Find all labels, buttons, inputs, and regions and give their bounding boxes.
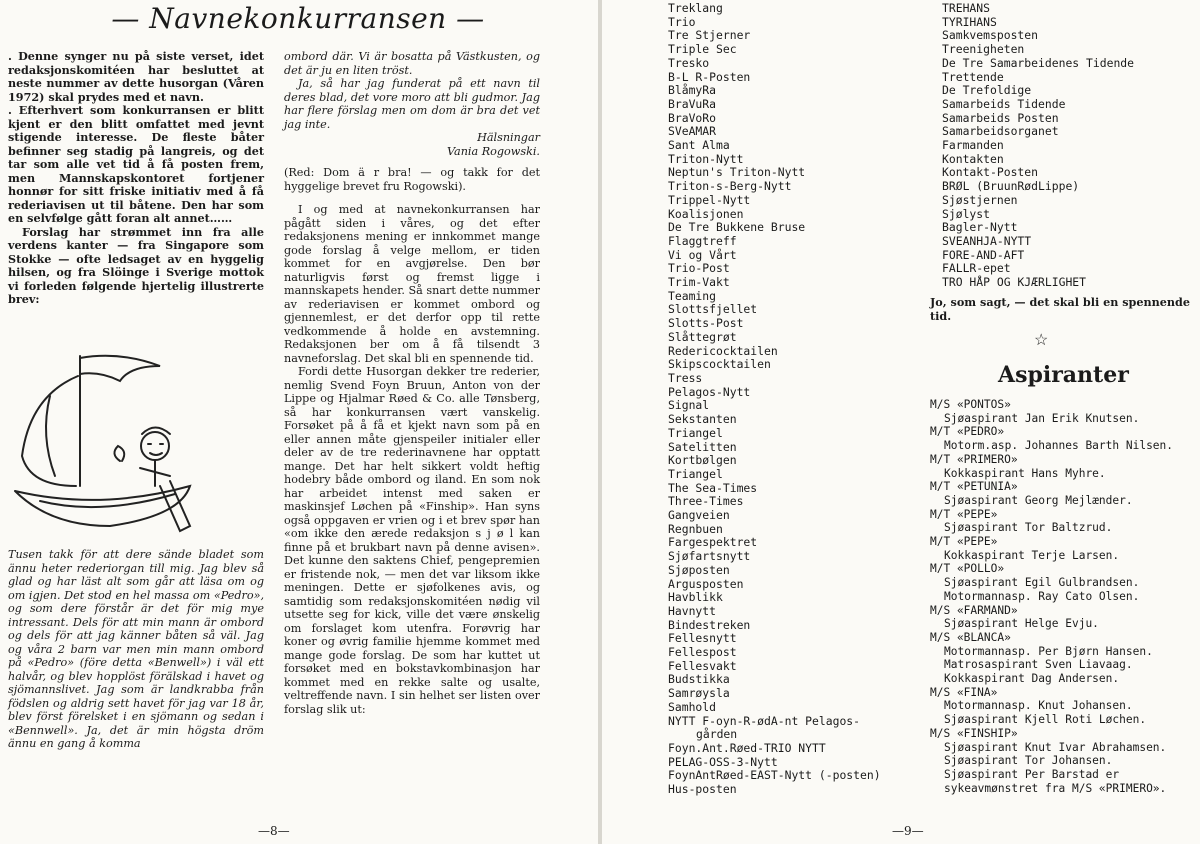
list-item: Kontakten [942,151,1004,166]
list-item: Triton-Nytt [668,151,744,166]
list-item: De Trefoldige [942,83,1032,98]
aspirant-entry: Sjøaspirant Tor Baltzrud. [944,521,1113,535]
list-item: Sant Alma [668,138,730,153]
aspirant-entry: Sjøaspirant Helge Evju. [944,617,1099,631]
list-item: Trettende [942,69,1004,84]
name-suggestions-list-2 [942,2,1192,290]
list-item: PELAG-OSS-3-Nytt [668,754,778,769]
ship-name: M/T «PEPE» [930,507,998,521]
ship-name: M/T «PETUNIA» [930,480,1018,494]
list-item: Fellesnytt [668,631,737,646]
intro-paragraph-3: Forslag har strømmet inn fra alle verdens kanter — fra Singapore som Stokke — ofte ledsaget av en hyggelig hilsen, og fra Slöinge i Sverige mottok vi forleden følgende hjertelig illustrerte brev: [8,224,264,306]
list-item: Samhold [668,699,717,714]
list-item: Trippel-Nytt [668,192,751,207]
closing-statement: Jo, som sagt, — det skal bli en spennende tid. [930,295,1190,323]
list-item: Regnbuen [668,521,723,536]
aspirants-list [930,398,1192,795]
list-item: Vi og Vårt [668,247,737,262]
list-item: Samarbeids Tidende [942,96,1066,111]
list-item: Sjøstjernen [942,192,1018,207]
list-item: Koalisjonen [668,206,744,221]
letter-greeting: Hälsningar [477,131,540,144]
list-item: Samkvemsposten [942,28,1039,43]
ship-name: M/T «PRIMERO» [930,452,1018,466]
list-item: Tresko [668,55,710,70]
list-item: Bagler-Nytt [942,220,1018,235]
left-column-intro [8,50,264,307]
aspirant-entry: Sjøaspirant Per Barstad er sykeavmønstret fra M/S «PRIMERO». [944,767,1167,795]
aspirant-entry: Sjøaspirant Kjell Roti Løchen. [944,713,1147,727]
aspirant-entry: Sjøaspirant Jan Erik Knutsen. [944,411,1140,425]
aspirants-heading: Aspiranter [998,362,1129,388]
list-item: Slotts-Post [668,316,744,331]
aspirant-entry: Sjøaspirant Tor Johansen. [944,754,1113,768]
left-column-two [284,50,540,716]
list-item: B-L R-Posten [668,69,751,84]
list-item: Trio [668,14,696,29]
list-item: Triton-s-Berg-Nytt [668,179,792,194]
list-item: Skipscocktailen [668,357,771,372]
list-item: Bindestreken [668,617,751,632]
right-page [602,0,1200,844]
page-number-left: —8— [258,824,290,838]
list-item: Fellesvakt [668,658,737,673]
list-item: Treklang [668,1,723,15]
swedish-letter-paragraph-2: Ja, så har jag funderat på ett navn til deres blad, det vore moro att bli gudmor. Jag har flere förslag men om dom är bra det vet jag inte. [284,77,540,131]
aspirant-entry: Motormannasp. Knut Johansen. [944,699,1133,713]
aspirant-entry: Motormannasp. Per Bjørn Hansen. [944,644,1153,658]
list-item: Trim-Vakt [668,275,730,290]
editor-note: (Red: Dom ä r bra! — og takk for det hyggelige brevet fru Rogowski). [284,166,540,193]
list-item: FoynAntRøed-EAST-Nytt (-posten) [668,768,881,783]
list-item: SVEANHJA-NYTT [942,233,1032,248]
list-item: Satelitten [668,439,737,454]
list-item: Triple Sec [668,42,737,57]
list-item: Three-Times [668,494,744,509]
list-item: Farmanden [942,138,1004,153]
list-item: Samrøysla [668,686,730,701]
list-item: Samarbeids Posten [942,110,1059,125]
list-item: BraVoRo [668,110,717,125]
aspirant-entry: Kokkaspirant Terje Larsen. [944,548,1120,562]
ship-name: M/S «FARMAND» [930,603,1018,617]
list-item: TREHANS [942,1,991,15]
ship-name: M/T «PEPE» [930,535,998,549]
list-item: SVeAMAR [668,124,717,139]
list-item: BraVuRa [668,96,717,111]
list-item: Signal [668,398,710,413]
ship-name: M/S «FINA» [930,685,998,699]
page-number-right: —9— [892,824,924,838]
aspirant-entry: Kokkaspirant Dag Andersen. [944,672,1120,686]
list-item: Fargespektret [668,535,758,550]
list-item: Sekstanten [668,412,737,427]
aspirant-entry: Matrosaspirant Sven Liavaag. [944,658,1133,672]
list-item: Tress [668,370,703,385]
aspirant-entry: Motormannasp. Ray Cato Olsen. [944,589,1140,603]
list-item: The Sea-Times [668,480,758,495]
sailboat-sketch-illustration [10,336,240,536]
list-item: FORE-AND-AFT [942,247,1025,262]
list-item: BRØL (BruunRødLippe) [942,179,1080,194]
body-paragraph-1: I og med at navnekonkurransen har pågått siden i våres, og det efter redaksjonens mening er innkommet mange gode forslag å velge mellom, er tiden kommet for en avgjørelse. Den bør naturligvis først og fremst ligge i mannskapets hender. Så snart dette nummer av rederiavisen er kommet ombord og gjennemlest, er det derfor opp til rette vedkommende å holde en avstemning. Redaksjonen ber om å få tilsendt 3 navneforslag. Det skal bli en spennende tid. [284,203,540,365]
body-paragraph-2: Fordi dette Husorgan dekker tre rederier, nemlig Svend Foyn Bruun, Anton von der Lippe og Hjalmar Røed & Co. alle Tønsberg, så har konkurransen vært vanskelig. Forsøket på å få et kjekt navn som på en eller annen måte gjenspeiler initialer eller deler av de tre rederinavnene har opptatt mange. Det har helt sikkert voldt heftig hodebry både ombord og iland. En som nok har arbeidet intenst med saken er maskinsjef Løchen på «Finship». Han syns også oppgaven er vrien og i et brev spør han «om ikke den ærede redaksjon s j ø l kan finne på et brukbart navn på denne avisen». Det kunne den saktens Chief, pengepremien er fristende nok, — men det var liksom ikke meningen. Dette er sjøfolkenes avis, og samtidig som redaksjonskomitéen nødig vil utsette seg for kick, ville det være ønskelig om forslaget kom utenfra. Forøvrig har koner og øvrig familie hjemme kommet med mange gode forslag. De som har kuttet ut forsøket med en bokstavkombinasjon har kommet med en rekke salte og usalte, veltreffende navn. I sin helhet ser listen over forslag slik ut: [284,365,540,716]
list-item: gården [696,727,738,742]
ship-name: M/T «PEDRO» [930,425,1005,439]
list-item: Triangel [668,466,723,481]
list-item: De Tre Samarbeidenes Tidende [942,55,1135,70]
swedish-letter-continued: ombord där. Vi är bosatta på Västkusten, og det är ju en liten tröst. [284,50,540,77]
list-item: Neptun's Triton-Nytt [668,165,806,180]
list-item: Kortbølgen [668,453,737,468]
list-item: Kontakt-Posten [942,165,1039,180]
left-page [0,0,598,844]
list-item: Argusposten [668,576,744,591]
list-item: Samarbeidsorganet [942,124,1059,139]
list-item: Budstikka [668,672,730,687]
article-title: — Navnekonkurransen — [111,2,485,35]
ship-name: M/T «POLLO» [930,562,1005,576]
list-item: Redericocktailen [668,343,778,358]
letter-signature: Vania Rogowski. [446,144,540,158]
list-item: Gangveien [668,508,730,523]
list-item: Pelagos-Nytt [668,384,751,399]
intro-paragraph-1: . Denne synger nu på siste verset, idet redaksjonskomitéen har besluttet at neste nummer av dette husorgan (Våren 1972) skal prydes med et navn. [8,49,264,104]
list-item: Sjølyst [942,206,991,221]
aspirant-entry: Sjøaspirant Knut Ivar Abrahamsen. [944,740,1167,754]
list-item: Teaming [668,288,717,303]
ship-name: M/S «PONTOS» [930,398,1011,411]
ship-name: M/S «BLANCA» [930,630,1011,644]
list-item: Havblikk [668,590,723,605]
intro-paragraph-2: . Efterhvert som konkurransen er blitt kjent er den blitt omfattet med jevnt stigende interesse. De fleste båter befinner seg stadig på langreis, og det tar som alle vet tid å få posten frem, men Mannskapskontoret fortjener honnør for sitt friske initiativ med å få rederiavisen ut til båtene. Den har som en selvfølge gått foran alt annet…… [8,103,264,225]
aspirant-entry: Sjøaspirant Egil Gulbrandsen. [944,576,1140,590]
list-item: Tre Stjerner [668,28,751,43]
name-suggestions-list-1 [668,2,918,797]
aspirant-entry: Sjøaspirant Georg Mejlænder. [944,493,1133,507]
list-item: Fellespost [668,645,737,660]
list-item: Sjøfartsnytt [668,549,751,564]
list-item: Trio-Post [668,261,730,276]
list-item: Slottsfjellet [668,302,758,317]
list-item: Havnytt [668,603,717,618]
list-item: NYTT F-oyn-R-ødA-nt Pelagos- [668,713,861,728]
list-item: Sjøposten [668,562,730,577]
list-item: Foyn.Ant.Røed-TRIO NYTT [668,740,826,755]
aspirant-entry: Motorm.asp. Johannes Barth Nilsen. [944,439,1174,453]
list-item: Slåttegrøt [668,329,737,344]
star-icon: ☆ [1034,330,1049,349]
swedish-letter-part1: Tusen takk för att dere sände bladet som ännu heter rederiorgan till mig. Jag blev så glad og har läst alt som går att läsa om og om igjen. Det stod en hel massa om «Pedro», og som dere förstår är det för mig mye intressant. Dels för att min mann är ombord og dels för att jag känner båten så väl. Jag og våra 2 barn var men min mann ombord på «Pedro» (före detta «Benwell») i väl ett halvår, og blev hopplöst förälskad i havet og sjömannslivet. Jag som är landkrabba från födslen og aldrig sett havet för jag var 18 år, blev först förelsket i en sjömann og sedan i «Bennwell». Ja, det är min högsta dröm ännu en gang å komma [8,548,264,750]
list-item: Treenigheten [942,42,1025,57]
list-item: Triangel [668,425,723,440]
list-item: Flaggtreff [668,233,737,248]
list-item: TRO HÅP OG KJÆRLIGHET [942,275,1087,290]
list-item: De Tre Bukkene Bruse [668,220,806,235]
ship-name: M/S «FINSHIP» [930,726,1018,740]
list-item: TYRIHANS [942,14,997,29]
list-item: BlåmyRa [668,83,717,98]
list-item: FALLR-epet [942,261,1011,276]
aspirant-entry: Kokkaspirant Hans Myhre. [944,466,1106,480]
list-item: Hus-posten [668,782,737,797]
